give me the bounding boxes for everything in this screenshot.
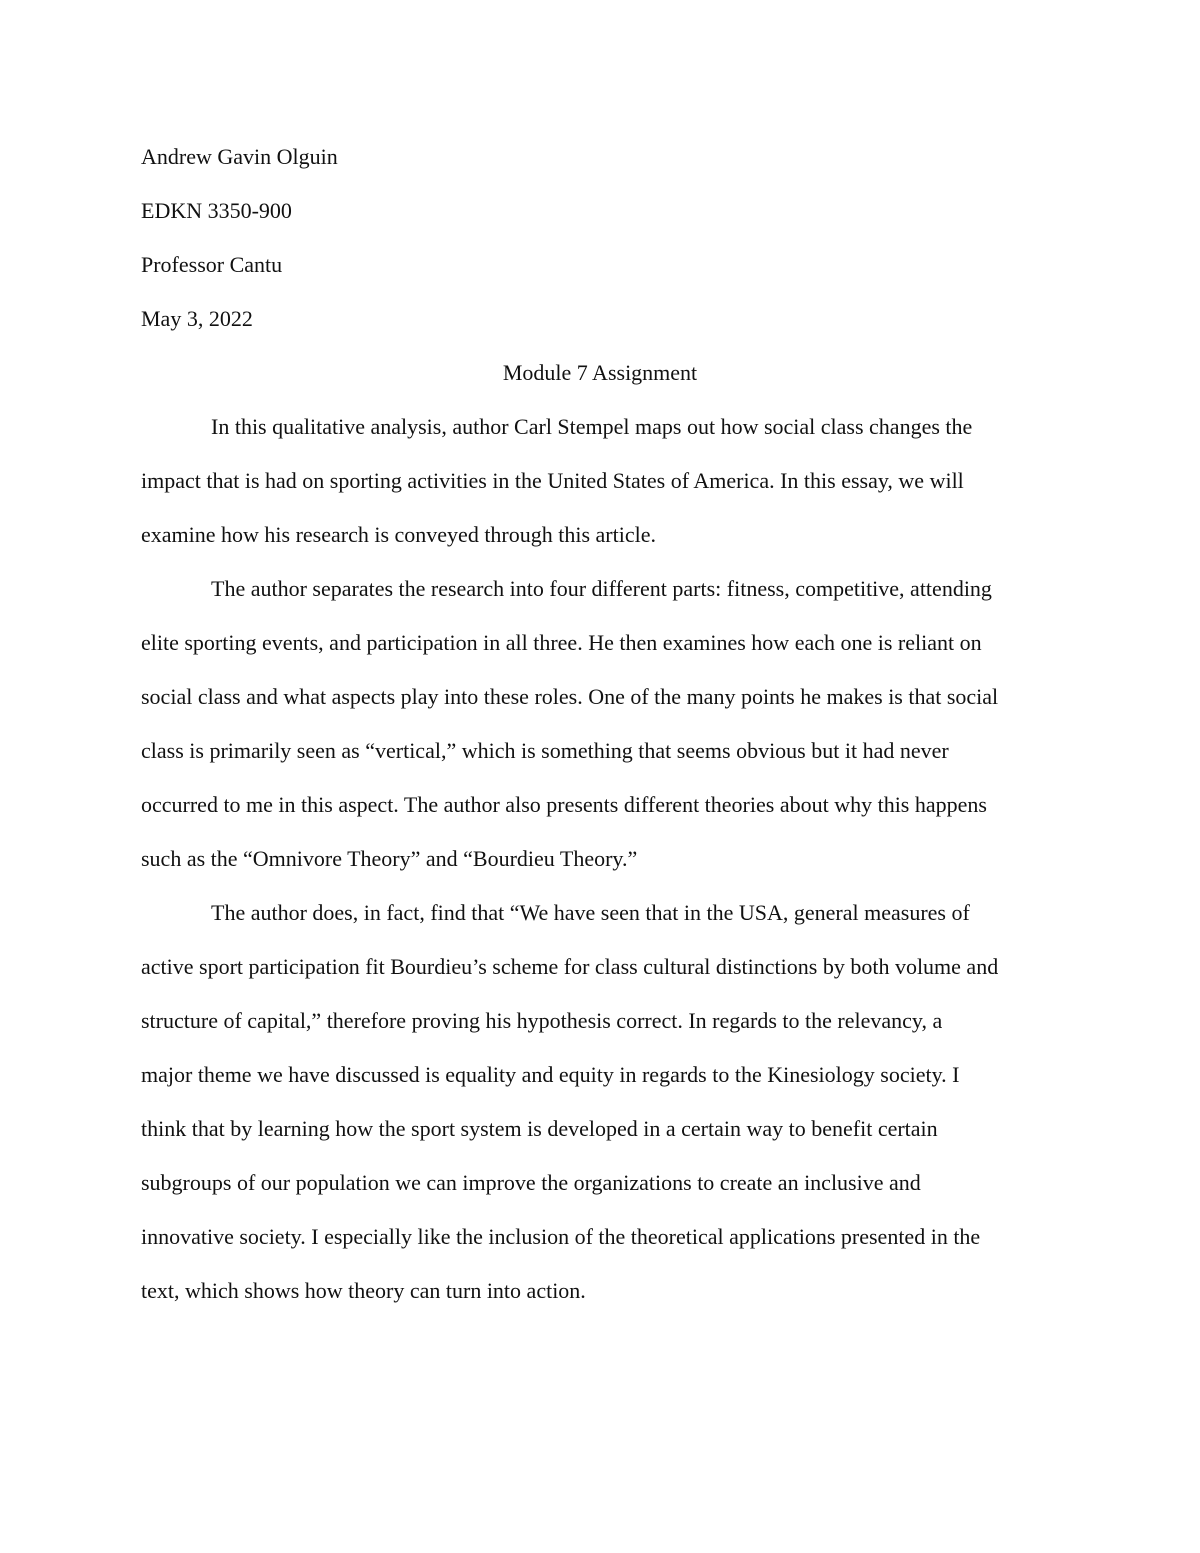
- paragraph-line: such as the “Omnivore Theory” and “Bourdieu Theory.”: [141, 846, 638, 871]
- paragraph-line: occurred to me in this aspect. The author also presents different theories about why this happens: [141, 792, 987, 817]
- paragraph-line: In this qualitative analysis, author Carl Stempel maps out how social class changes the: [211, 414, 973, 439]
- course-code: EDKN 3350-900: [141, 198, 292, 223]
- paragraph-line: think that by learning how the sport system is developed in a certain way to benefit certain: [141, 1116, 938, 1141]
- paragraph-line: impact that is had on sporting activities in the United States of America. In this essay, we will: [141, 468, 964, 493]
- professor-name: Professor Cantu: [141, 252, 283, 277]
- paragraph-line: subgroups of our population we can improve the organizations to create an inclusive and: [141, 1170, 921, 1195]
- paragraph-line: class is primarily seen as “vertical,” which is something that seems obvious but it had never: [141, 738, 949, 763]
- paragraph-line: social class and what aspects play into these roles. One of the many points he makes is that social: [141, 684, 999, 709]
- author-name: Andrew Gavin Olguin: [141, 144, 338, 169]
- paragraph-line: The author does, in fact, find that “We have seen that in the USA, general measures of: [211, 900, 970, 925]
- page-title: Module 7 Assignment: [502, 360, 698, 385]
- paragraph-line: active sport participation fit Bourdieu’s scheme for class cultural distinctions by both volume and: [141, 954, 999, 979]
- paragraph-line: major theme we have discussed is equality and equity in regards to the Kinesiology society. I: [141, 1062, 960, 1087]
- paragraph-line: examine how his research is conveyed through this article.: [141, 522, 657, 547]
- paragraph-line: innovative society. I especially like the inclusion of the theoretical applications presented in the: [141, 1224, 981, 1249]
- paragraph-line: The author separates the research into four different parts: fitness, competitive, attending: [211, 576, 992, 601]
- paragraph-line: elite sporting events, and participation in all three. He then examines how each one is reliant on: [141, 630, 982, 655]
- paragraph-line: structure of capital,” therefore proving his hypothesis correct. In regards to the relevancy, a: [141, 1008, 943, 1033]
- paragraph-line: text, which shows how theory can turn into action.: [141, 1278, 586, 1303]
- assignment-date: May 3, 2022: [141, 306, 253, 331]
